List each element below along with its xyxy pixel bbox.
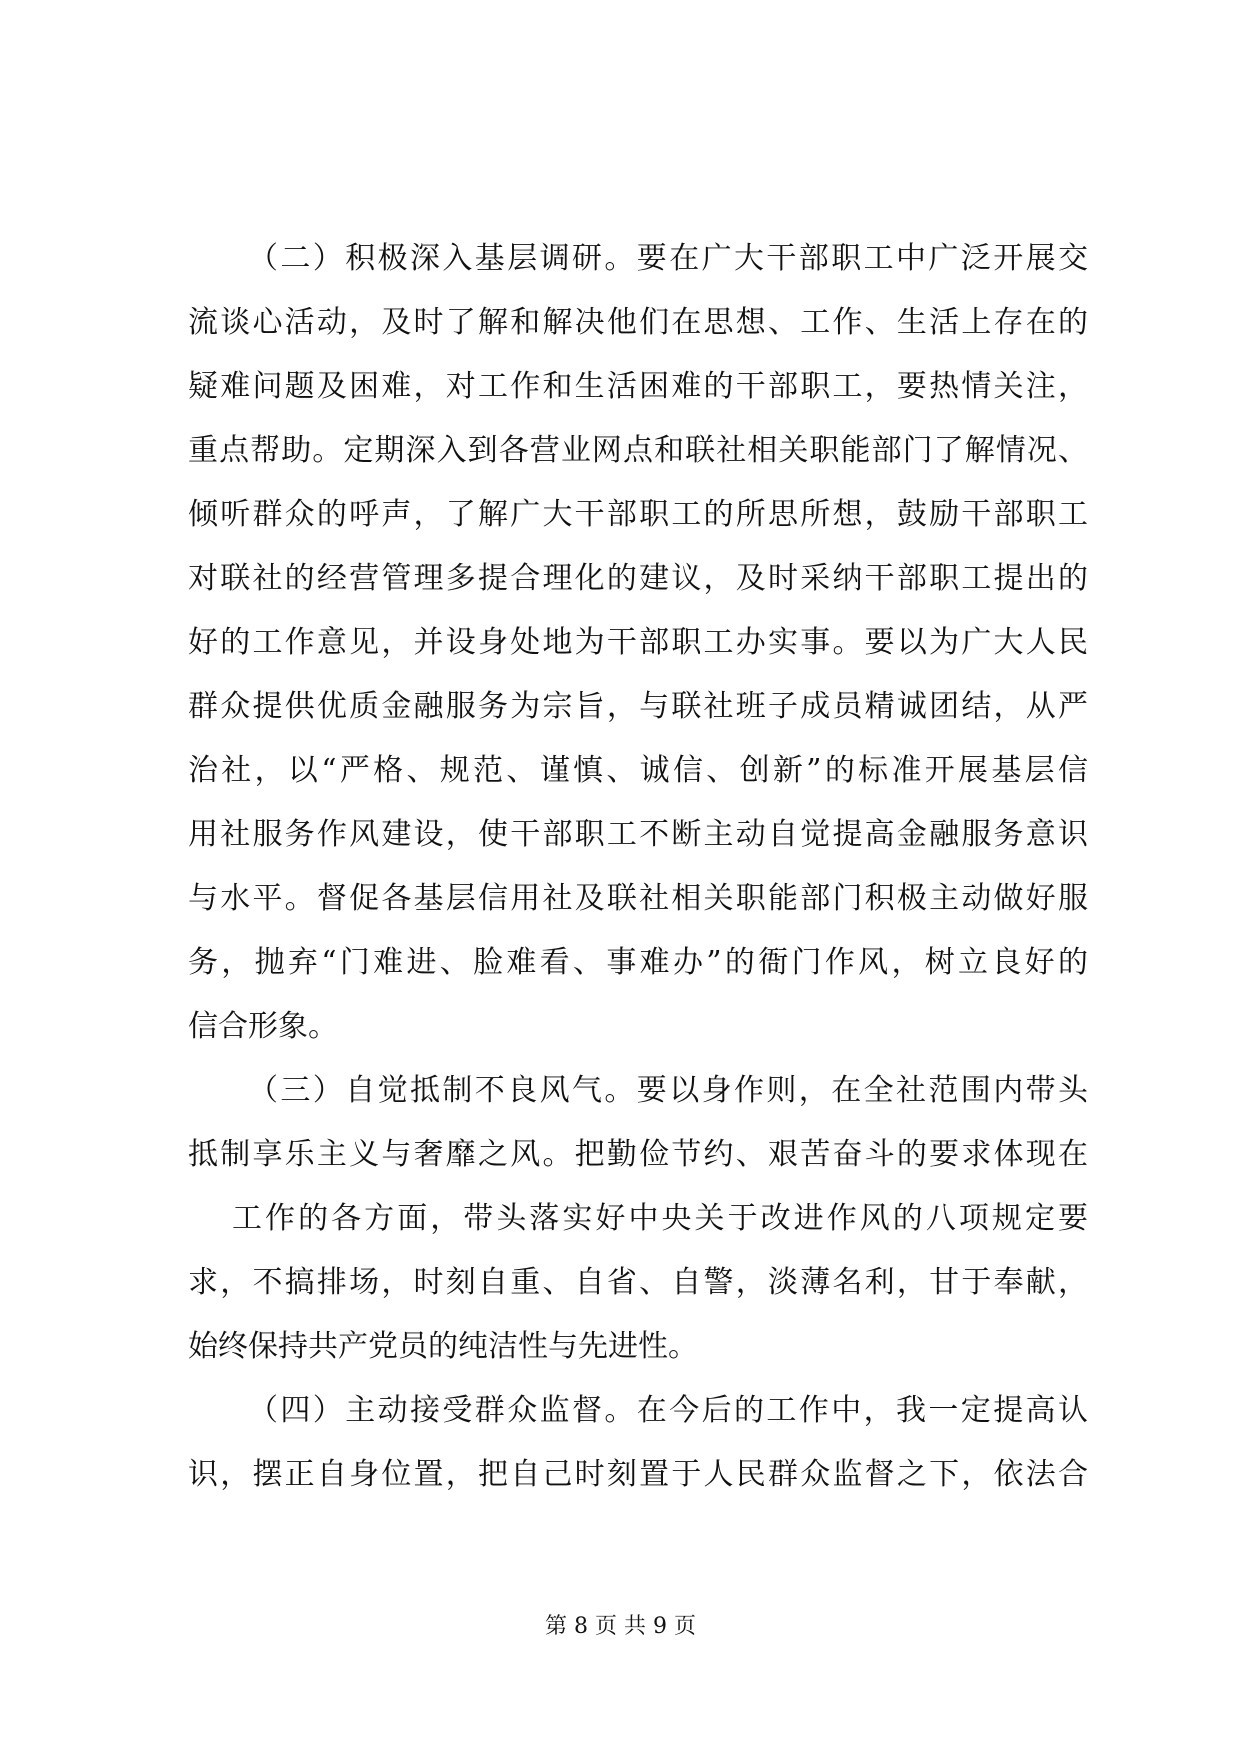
text-line: 治社，以“严格、规范、谨慎、诚信、创新”的标准开展基层信 [188, 753, 1088, 788]
text-line: （四）主动接受群众监督。在今后的工作中，我一定提高认 [248, 1393, 1088, 1428]
text-line: 务，抛弃“门难进、脸难看、事难办”的衙门作风，树立良好的 [188, 945, 1088, 980]
document-body [188, 227, 1088, 1507]
text-line: 工作的各方面，带头落实好中央关于改进作风的八项规定要 [232, 1201, 1088, 1236]
text-line: 求，不搞排场，时刻自重、自省、自警，淡薄名利，甘于奉献， [188, 1265, 1088, 1300]
text-line: 用社服务作风建设，使干部职工不断主动自觉提高金融服务意识 [188, 817, 1088, 852]
text-line: 倾听群众的呼声，了解广大干部职工的所思所想，鼓励干部职工 [188, 497, 1088, 532]
text-line: 流谈心活动，及时了解和解决他们在思想、工作、生活上存在的 [188, 305, 1088, 340]
text-line: 对联社的经营管理多提合理化的建议，及时采纳干部职工提出的 [188, 561, 1088, 596]
text-line: 重点帮助。定期深入到各营业网点和联社相关职能部门了解情况、 [188, 433, 1088, 468]
text-line: 信合形象。 [188, 1009, 338, 1044]
text-line: 识，摆正自身位置，把自己时刻置于人民群众监督之下，依法合 [188, 1457, 1088, 1492]
text-line: 好的工作意见，并设身处地为干部职工办实事。要以为广大人民 [188, 625, 1088, 660]
text-line: 群众提供优质金融服务为宗旨，与联社班子成员精诚团结，从严 [188, 689, 1088, 724]
text-line: 始终保持共产党员的纯洁性与先进性。 [188, 1329, 698, 1364]
text-line: （三）自觉抵制不良风气。要以身作则，在全社范围内带头 [248, 1073, 1088, 1108]
text-line: 与水平。督促各基层信用社及联社相关职能部门积极主动做好服 [188, 881, 1088, 916]
text-line: 抵制享乐主义与奢靡之风。把勤俭节约、艰苦奋斗的要求体现在 [188, 1137, 1088, 1172]
text-line: 疑难问题及困难，对工作和生活困难的干部职工，要热情关注， [188, 369, 1088, 404]
page-number-footer: 第 8 页 共 9 页 [545, 1614, 696, 1639]
text-line: （二）积极深入基层调研。要在广大干部职工中广泛开展交 [248, 241, 1088, 276]
